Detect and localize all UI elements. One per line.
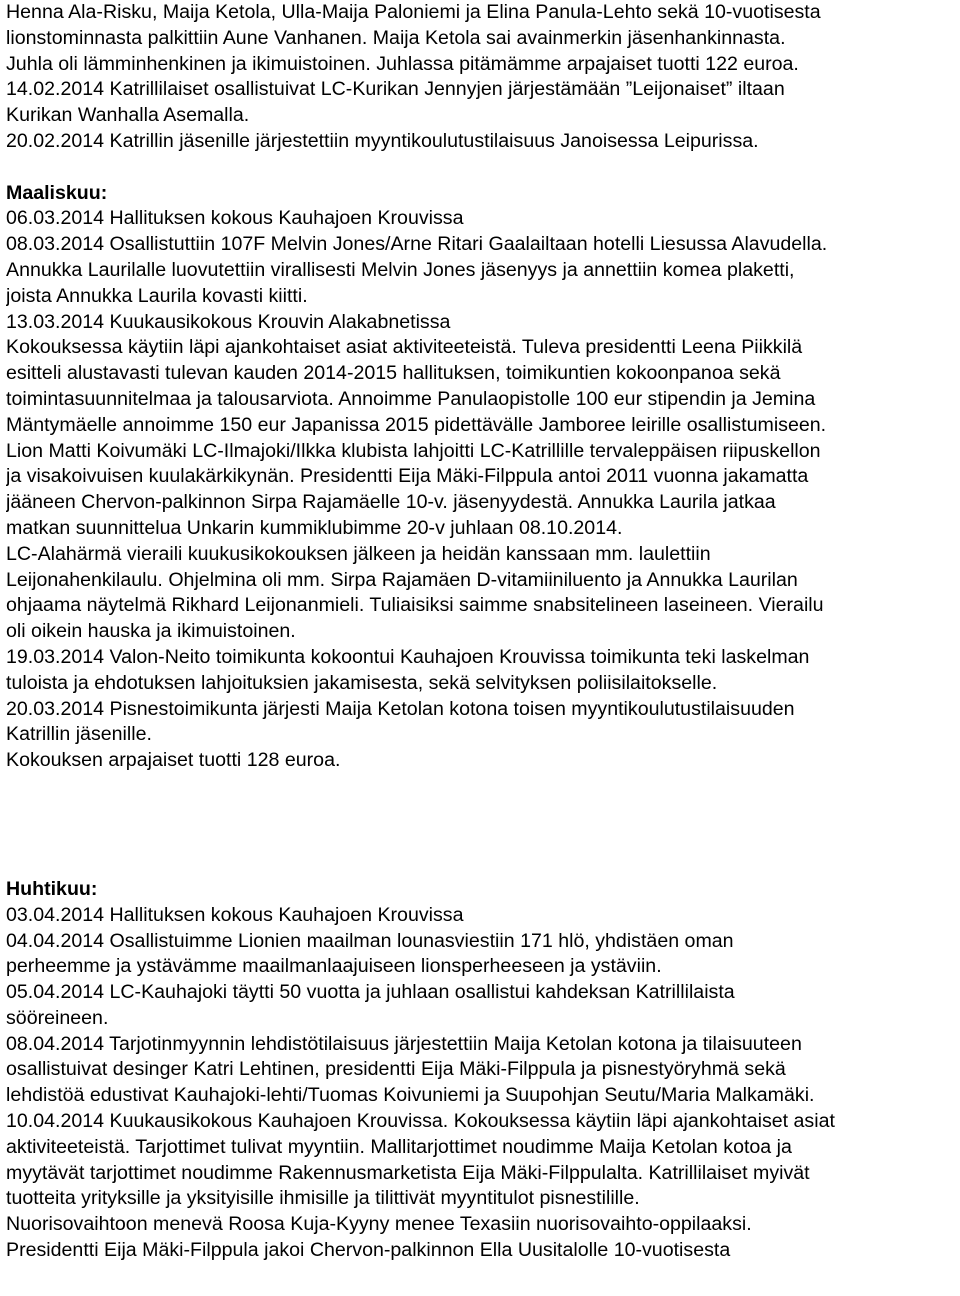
text-line: Nuorisovaihtoon menevä Roosa Kuja-Kyyny menee Texasiin nuorisovaihto-oppilaaksi. — [6, 1213, 752, 1236]
text-line: 20.02.2014 Katrillin jäsenille järjestettiin myyntikoulutustilaisuus Janoisessa Leipurissa. — [6, 129, 759, 152]
text-line: 08.04.2014 Tarjotinmyynnin lehdistötilaisuus järjestettiin Maija Ketolan kotona ja tilaisuuteen — [6, 1032, 802, 1055]
text-line: Mäntymäelle annoimme 150 eur Japanissa 2015 pidettävälle Jamboree leirille osallistumiseen. — [6, 413, 827, 436]
text-line: Leijonahenkilaulu. Ohjelmina oli mm. Sirpa Rajamäen D-vitamiiniluento ja Annukka Laurilan — [6, 568, 798, 591]
text-line: perheemme ja ystävämme maailmanlaajuiseen lionsperheeseen ja ystäviin. — [6, 955, 662, 978]
text-line: oli oikein hauska ja ikimuistoinen. — [6, 620, 296, 643]
text-line: Kokouksen arpajaiset tuotti 128 euroa. — [6, 749, 341, 772]
text-line: 19.03.2014 Valon-Neito toimikunta kokoontui Kauhajoen Krouvissa toimikunta teki laskelman — [6, 645, 810, 668]
text-line: Presidentti Eija Mäki-Filppula jakoi Chervon-palkinnon Ella Uusitalolle 10-vuotisesta — [6, 1239, 731, 1262]
text-line: toimintasuunnitelmaa ja talousarviota. Annoimme Panulaopistolle 100 eur stipendin ja Jemina — [6, 387, 816, 410]
text-line: esitteli alustavasti tulevan kauden 2014-2015 hallituksen, toimikuntien kokoonpanoa sekä — [6, 362, 781, 385]
text-line: joista Annukka Laurila kovasti kiitti. — [6, 284, 308, 307]
text-line: Katrillin jäsenille. — [6, 723, 152, 746]
text-line: aktiviteeteistä. Tarjottimet tulivat myyntiin. Mallitarjottimet noudimme Maija Ketolan kotoa ja — [6, 1135, 792, 1158]
text-line: 06.03.2014 Hallituksen kokous Kauhajoen Krouvissa — [6, 207, 464, 230]
text-line: Lion Matti Koivumäki LC-Ilmajoki/Ilkka klubista lahjoitti LC-Katrillille tervaleppäisen riipuskellon — [6, 439, 821, 462]
text-line: 05.04.2014 LC-Kauhajoki täytti 50 vuotta ja juhlaan osallistui kahdeksan Katrillilaista — [6, 981, 735, 1004]
text-line: Annukka Laurilalle luovutettiin virallisesti Melvin Jones jäsenyys ja annettiin komea plaketti, — [6, 258, 795, 281]
text-line: Henna Ala-Risku, Maija Ketola, Ulla-Maija Paloniemi ja Elina Panula-Lehto sekä 10-vuotisesta — [6, 1, 821, 23]
text-line: LC-Alahärmä vieraili kuukusikokouksen jälkeen ja heidän kanssaan mm. laulettiin — [6, 542, 711, 565]
text-line: Kurikan Wanhalla Asemalla. — [6, 104, 250, 127]
text-line: 20.03.2014 Pisnestoimikunta järjesti Maija Ketolan kotona toisen myyntikoulutustilaisuuden — [6, 697, 795, 720]
blank-line — [6, 155, 952, 181]
text-line: tuotteita yrityksille ja yksityisille ihmisille ja tilittivät myyntitulot pisnestilille. — [6, 1187, 640, 1210]
text-line: 03.04.2014 Hallituksen kokous Kauhajoen Krouvissa — [6, 903, 464, 926]
text-line: sööreineen. — [6, 1006, 109, 1029]
blank-space — [6, 774, 952, 877]
section-heading-huhtikuu: Huhtikuu: — [6, 877, 98, 900]
text-line: 04.04.2014 Osallistuimme Lionien maailman lounasviestiin 171 hlö, yhdistäen oman — [6, 929, 734, 952]
text-line: 08.03.2014 Osallistuttiin 107F Melvin Jones/Arne Ritari Gaalailtaan hotelli Liesussa Alavudella. — [6, 233, 828, 256]
text-line: ja visakoivuisen kuulakärkikynän. Presidentti Eija Mäki-Filppula antoi 2011 vuonna jakamatta — [6, 465, 809, 488]
text-line: myytävät tarjottimet noudimme Rakennusmarketista Eija Mäki-Filppulalta. Katrillilaiset myivät — [6, 1161, 810, 1184]
text-line: Juhla oli lämminhenkinen ja ikimuistoinen. Juhlassa pitämämme arpajaiset tuotti 122 euroa. — [6, 52, 799, 75]
text-line: lionstominnasta palkittiin Aune Vanhanen. Maija Ketola sai avainmerkin jäsenhankinnasta. — [6, 26, 786, 49]
text-line: 10.04.2014 Kuukausikokous Kauhajoen Krouvissa. Kokouksessa käytiin läpi ajankohtaiset asiat — [6, 1110, 835, 1133]
text-line: tuloista ja ehdotuksen lahjoituksien jakamisesta, sekä selvityksen poliisilaitokselle. — [6, 671, 718, 694]
text-line: matkan suunnittelua Unkarin kummiklubimme 20-v juhlaan 08.10.2014. — [6, 516, 623, 539]
text-line: 13.03.2014 Kuukausikokous Krouvin Alakabnetissa — [6, 310, 451, 333]
text-line: lehdistöä edustivat Kauhajoki-lehti/Tuomas Koivuniemi ja Suupohjan Seutu/Maria Malkamäki. — [6, 1084, 815, 1107]
text-line: jääneen Chervon-palkinnon Sirpa Rajamäelle 10-v. jäsenyydestä. Annukka Laurila jatkaa — [6, 491, 776, 514]
section-heading-maaliskuu: Maaliskuu: — [6, 181, 108, 204]
text-line: 14.02.2014 Katrillilaiset osallistuivat LC-Kurikan Jennyjen järjestämään ”Leijonaiset” iltaan — [6, 78, 785, 101]
text-line: osallistuivat desinger Katri Lehtinen, presidentti Eija Mäki-Filppula ja pisnestyöryhmä sekä — [6, 1058, 786, 1081]
text-line: ohjaama näytelmä Rikhard Leijonanmieli. Tuliaisiksi saimme snabsitelineen laseineen. Vierailu — [6, 594, 824, 617]
text-line: Kokouksessa käytiin läpi ajankohtaiset asiat aktiviteeteistä. Tuleva presidentti Leena Piikkilä — [6, 336, 803, 359]
